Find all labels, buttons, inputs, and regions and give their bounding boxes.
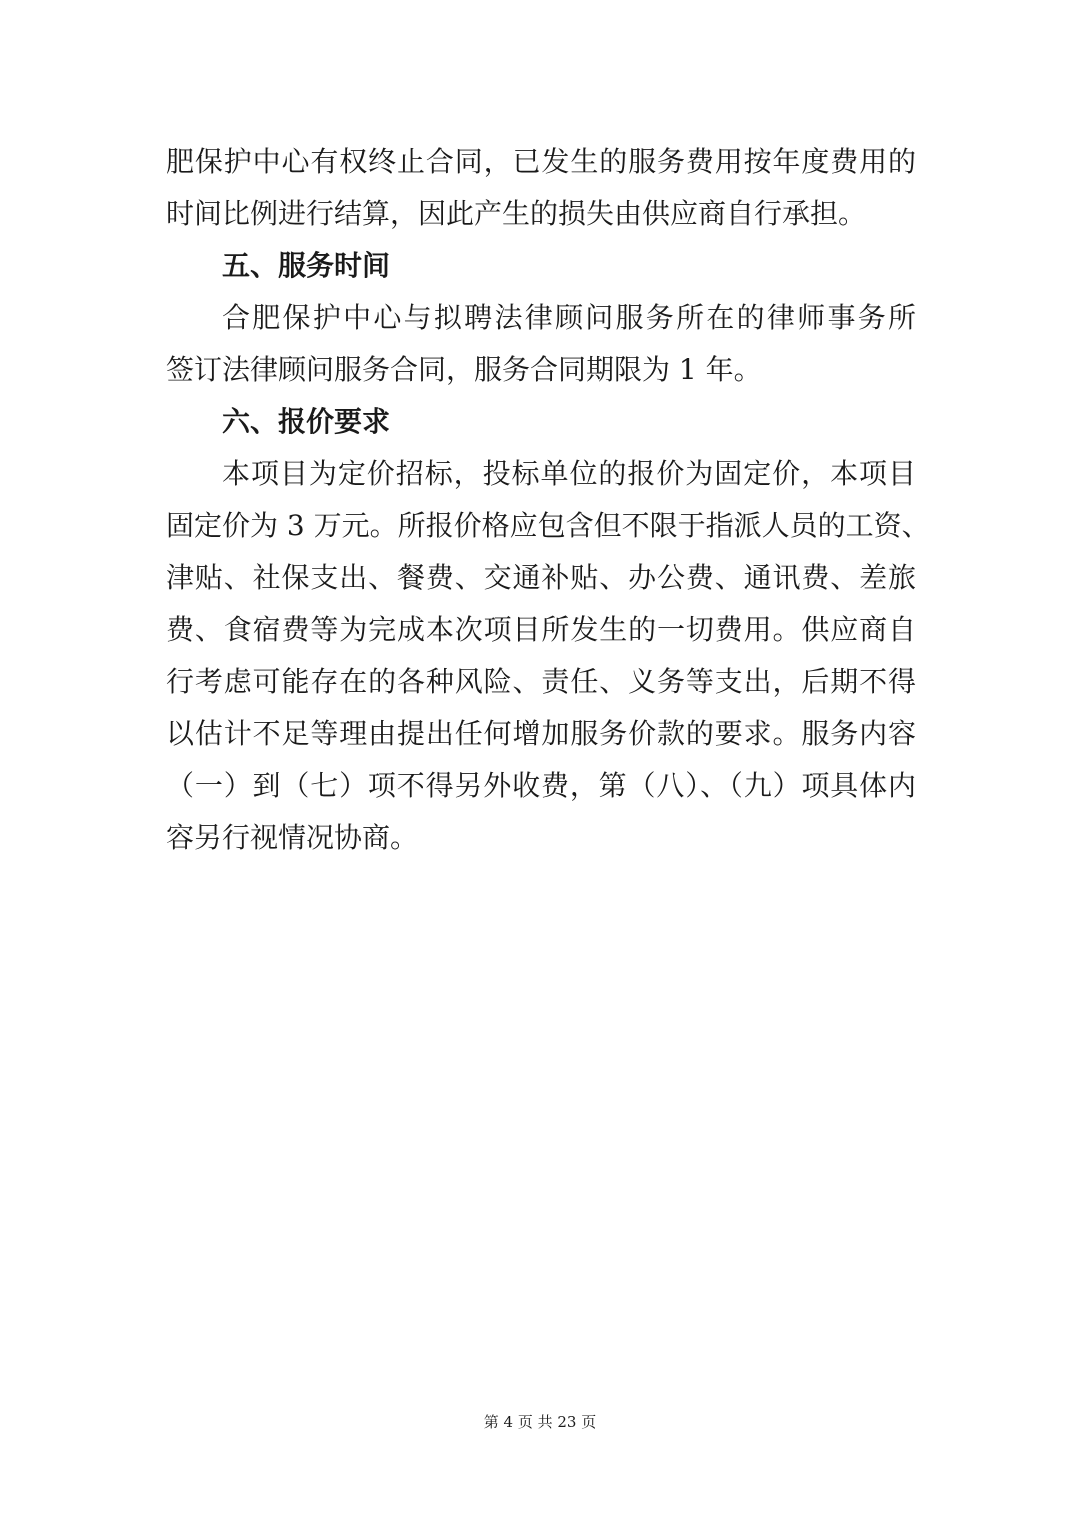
paragraph-line: （一）到（七）项不得另外收费，第（八）、（九）项具体内 xyxy=(166,769,916,802)
page-number-footer: 第 4 页 共 23 页 xyxy=(483,1413,597,1431)
paragraph-line: 签订法律顾问服务合同，服务合同期限为 1 年。 xyxy=(166,353,762,386)
paragraph-line: 本项目为定价招标，投标单位的报价为固定价，本项目 xyxy=(222,457,916,490)
paragraph-line: 时间比例进行结算，因此产生的损失由供应商自行承担。 xyxy=(166,197,867,230)
paragraph-line: 容另行视情况协商。 xyxy=(166,821,419,854)
paragraph-line: 固定价为 3 万元。所报价格应包含但不限于指派人员的工资、 xyxy=(166,509,930,542)
paragraph-line: 费、食宿费等为完成本次项目所发生的一切费用。供应商自 xyxy=(166,613,916,646)
section-heading-quote-requirements: 六、报价要求 xyxy=(222,405,391,438)
paragraph-line: 合肥保护中心与拟聘法律顾问服务所在的律师事务所 xyxy=(222,301,916,334)
paragraph-line: 津贴、社保支出、餐费、交通补贴、办公费、通讯费、差旅 xyxy=(166,561,916,594)
section-heading-service-time: 五、服务时间 xyxy=(222,249,391,282)
paragraph-line: 以估计不足等理由提出任何增加服务价款的要求。服务内容 xyxy=(166,717,916,750)
paragraph-line: 行考虑可能存在的各种风险、责任、义务等支出，后期不得 xyxy=(166,665,916,698)
paragraph-line: 肥保护中心有权终止合同，已发生的服务费用按年度费用的 xyxy=(166,145,916,178)
